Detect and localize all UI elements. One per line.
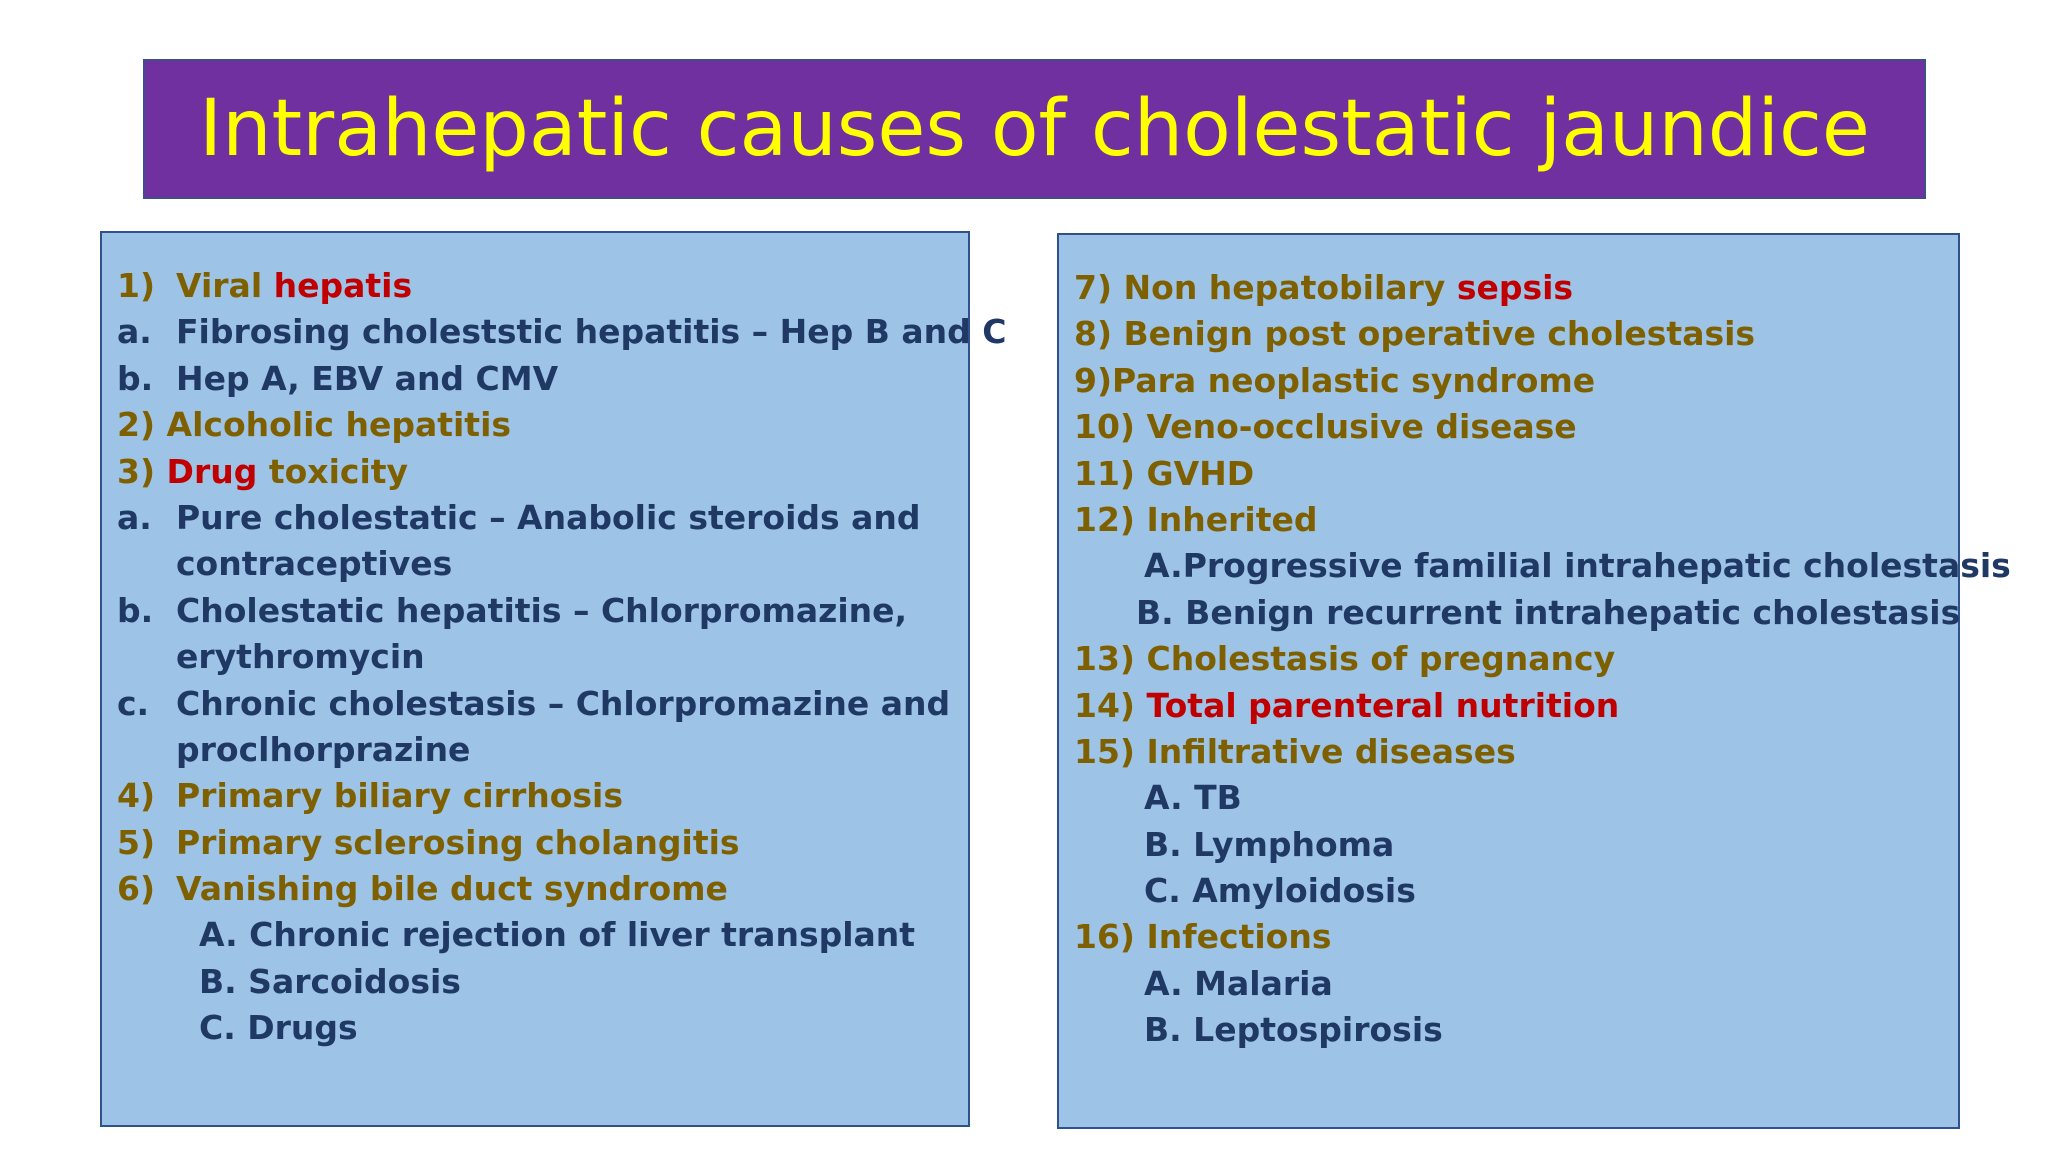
list-item (1074, 265, 1948, 311)
right-list (1074, 265, 2011, 1054)
item-text: contraceptives (176, 544, 453, 584)
list-item-continuation (117, 727, 958, 773)
item-number: 1) (117, 266, 156, 305)
list-item (117, 449, 958, 495)
item-text: C. Amyloidosis (1144, 871, 1416, 911)
item-text: Hep A, EBV and CMV (176, 358, 559, 398)
list-subitem (1074, 1007, 1948, 1053)
list-item (117, 588, 958, 634)
item-text: B. Lymphoma (1144, 824, 1395, 864)
list-item-continuation (117, 541, 958, 587)
item-highlight: sepsis (1456, 268, 1574, 307)
list-subitem (117, 1005, 958, 1051)
list-subitem (1074, 868, 1948, 914)
item-highlight: Total parenteral nutrition (1146, 685, 1620, 725)
item-text: 12) Inherited (1074, 499, 1318, 539)
item-text: toxicity (257, 451, 409, 491)
item-number: 4) (117, 776, 156, 816)
list-item (117, 495, 958, 541)
item-text: 3) (117, 451, 167, 491)
item-text: B. Leptospirosis (1144, 1010, 1443, 1050)
left-panel (100, 231, 1007, 1127)
item-text: Vanishing bile duct syndrome (176, 869, 728, 909)
list-subitem (1074, 822, 1948, 868)
list-item (1074, 497, 1948, 543)
item-text: 15) Infiltrative diseases (1074, 731, 1516, 771)
item-number: 5) (117, 822, 156, 862)
item-text: 7) Non hepatobilary (1074, 268, 1457, 307)
item-text: 11) GVHD (1074, 453, 1255, 493)
slide-title: Intrahepatic causes of cholestatic jaundice (199, 84, 1870, 174)
list-item (117, 356, 958, 402)
list-item (117, 309, 1007, 355)
item-text: C. Drugs (199, 1008, 358, 1048)
item-text: 9)Para neoplastic syndrome (1074, 360, 1596, 400)
item-number: c. (117, 683, 150, 723)
list-item (1074, 358, 1948, 404)
item-text: Viral (176, 266, 274, 305)
item-text: Cholestatic hepatitis – Chlorpromazine, (176, 590, 908, 630)
list-item (117, 681, 958, 727)
item-number: 6) (117, 869, 156, 909)
list-item (1074, 729, 1948, 775)
list-item (117, 773, 958, 819)
list-item (117, 820, 958, 866)
list-item (117, 402, 958, 448)
list-item (1074, 683, 1948, 729)
item-text: 10) Veno-occlusive disease (1074, 407, 1577, 447)
item-text: A. Malaria (1144, 963, 1333, 1003)
item-text: A.Progressive familial intrahepatic cholestasis (1144, 546, 2011, 586)
item-highlight: hepatis (273, 266, 413, 305)
item-text: Primary sclerosing cholangitis (176, 822, 740, 862)
item-text: B. Sarcoidosis (199, 961, 461, 1001)
left-list (117, 263, 1007, 1052)
item-text: 13) Cholestasis of pregnancy (1074, 639, 1616, 679)
list-item-continuation (117, 634, 958, 680)
list-item (1074, 311, 1948, 357)
item-text: 14) (1074, 685, 1147, 725)
item-number: a. (117, 497, 152, 537)
item-text: Fibrosing choleststic hepatitis – Hep B and C (176, 312, 1007, 352)
item-text: B. Benign recurrent intrahepatic cholestasis (1136, 592, 1961, 632)
item-text: A. Chronic rejection of liver transplant (199, 915, 916, 955)
item-text: 8) Benign post operative cholestasis (1074, 314, 1756, 354)
item-text: erythromycin (176, 637, 425, 677)
list-item (1074, 451, 1948, 497)
item-text: 2) Alcoholic hepatitis (117, 405, 512, 445)
list-item (1074, 404, 1948, 450)
item-number: b. (117, 590, 154, 630)
list-item (1074, 914, 1948, 960)
list-subitem (1074, 775, 1948, 821)
list-item (117, 866, 958, 912)
item-text: Pure cholestatic – Anabolic steroids and (176, 497, 921, 537)
list-subitem (1074, 590, 1961, 636)
item-text: Chronic cholestasis – Chlorpromazine and (176, 683, 951, 723)
item-text: proclhorprazine (176, 729, 471, 769)
title-bar (143, 59, 1926, 199)
item-number: b. (117, 358, 154, 398)
list-subitem (117, 912, 958, 958)
item-highlight: Drug (166, 451, 258, 491)
right-panel (1057, 233, 2011, 1129)
list-subitem (1074, 543, 2011, 589)
item-text: Primary biliary cirrhosis (176, 776, 623, 816)
list-item (1074, 636, 1948, 682)
item-text: A. TB (1144, 778, 1242, 818)
list-subitem (117, 959, 958, 1005)
list-item (117, 263, 958, 309)
list-subitem (1074, 961, 1948, 1007)
item-text: 16) Infections (1074, 917, 1332, 957)
item-number: a. (117, 312, 152, 352)
